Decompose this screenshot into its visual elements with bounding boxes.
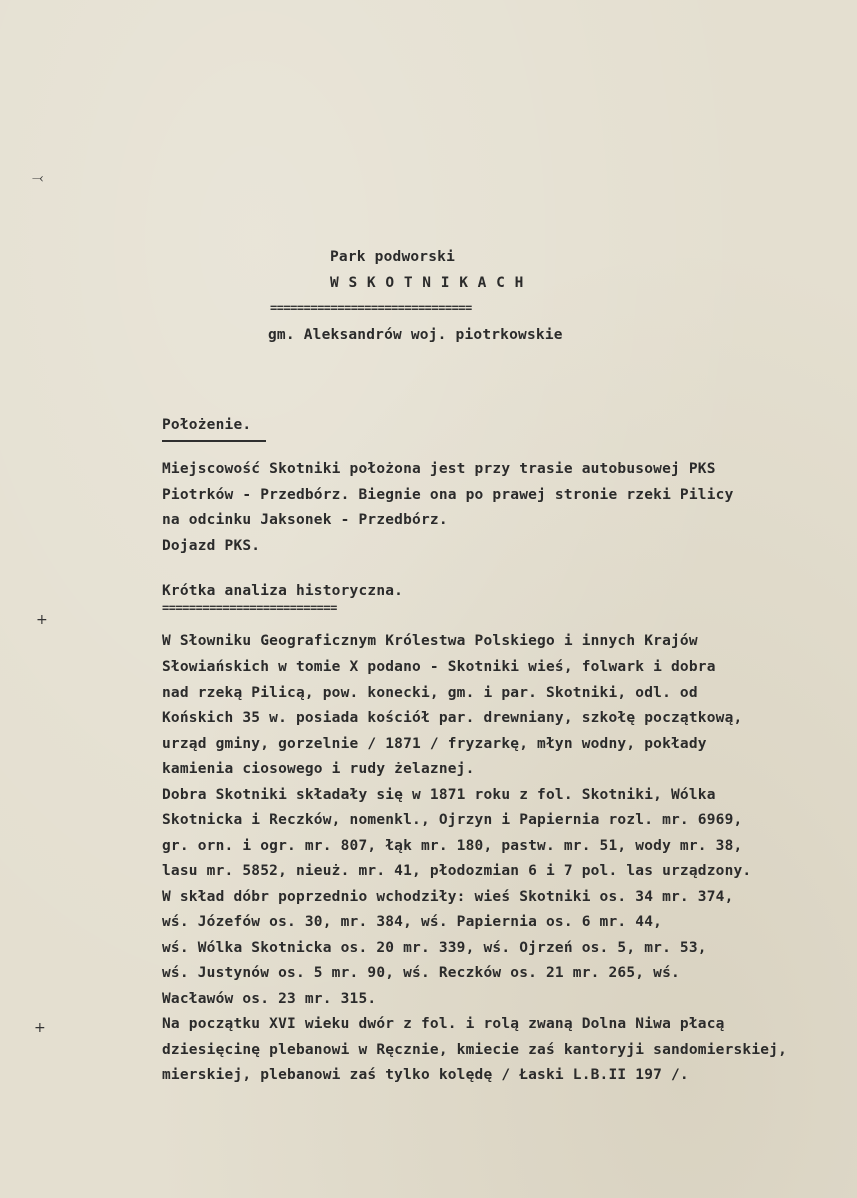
section2-line: kamienia ciosowego i rudy żelaznej. — [162, 761, 475, 777]
section2-line: Wacławów os. 23 mr. 315. — [162, 991, 377, 1007]
section2-line: dziesięcinę plebanowi w Ręcznie, kmiecie zaś kantoryji sandomierskiej, — [162, 1042, 788, 1058]
section2-line: lasu mr. 5852, nieuż. mr. 41, płodozmian 6 i 7 pol. las urządzony. — [162, 863, 752, 879]
section2-line: Na początku XVI wieku dwór z fol. i rolą zwaną Dolna Niwa płacą — [162, 1016, 725, 1032]
section1-line: Piotrków - Przedbórz. Biegnie ona po prawej stronie rzeki Pilicy — [162, 487, 734, 503]
section2-line: urząd gminy, gorzelnie / 1871 / fryzarkę, młyn wodny, pokłady — [162, 736, 707, 752]
section2-line: W Słowniku Geograficznym Królestwa Polskiego i innych Krajów — [162, 633, 698, 649]
section2-line: gr. orn. i ogr. mr. 807, łąk mr. 180, pastw. mr. 51, wody mr. 38, — [162, 838, 743, 854]
margin-mark-top: ⤙ — [32, 170, 44, 186]
section2-line: Końskich 35 w. posiada kościół par. drewniany, szkołę początkową, — [162, 710, 743, 726]
section2-line: Dobra Skotniki składały się w 1871 roku z fol. Skotniki, Wólka — [162, 787, 716, 803]
section2-line: W skład dóbr poprzednio wchodziły: wieś Skotniki os. 34 mr. 374, — [162, 889, 734, 905]
section2-line: nad rzeką Pilicą, pow. konecki, gm. i par. Skotniki, odl. od — [162, 685, 698, 701]
margin-mark-bottom: + — [34, 1020, 46, 1036]
header-rule: ============================== — [270, 301, 472, 315]
margin-mark-middle: + — [36, 612, 48, 628]
section-heading-history: Krótka analiza historyczna. — [162, 583, 404, 599]
header-title: Park podworski — [330, 249, 456, 265]
section2-line: Skotnicka i Reczków, nomenkl., Ojrzyn i Papiernia rozl. mr. 6969, — [162, 812, 743, 828]
section2-line: mierskiej, plebanowi zaś tylko kolędę / Łaski L.B.II 197 /. — [162, 1067, 689, 1083]
section2-rule: ========================== — [162, 601, 337, 615]
section2-line: Słowiańskich w tomie X podano - Skotniki wieś, folwark i dobra — [162, 659, 716, 675]
section2-line: wś. Józefów os. 30, mr. 384, wś. Papiernia os. 6 mr. 44, — [162, 914, 663, 930]
header-location: gm. Aleksandrów woj. piotrkowskie — [268, 327, 563, 343]
section-heading-underline — [162, 440, 266, 442]
section1-line: na odcinku Jaksonek - Przedbórz. — [162, 512, 448, 528]
section2-line: wś. Wólka Skotnicka os. 20 mr. 339, wś. Ojrzeń os. 5, mr. 53, — [162, 940, 707, 956]
section1-line: Miejscowość Skotniki położona jest przy trasie autobusowej PKS — [162, 461, 716, 477]
section2-line: wś. Justynów os. 5 mr. 90, wś. Reczków os. 21 mr. 265, wś. — [162, 965, 680, 981]
header-place: W S K O T N I K A C H — [330, 275, 524, 291]
section1-line: Dojazd PKS. — [162, 538, 261, 554]
section-heading-location: Położenie. — [162, 417, 252, 433]
